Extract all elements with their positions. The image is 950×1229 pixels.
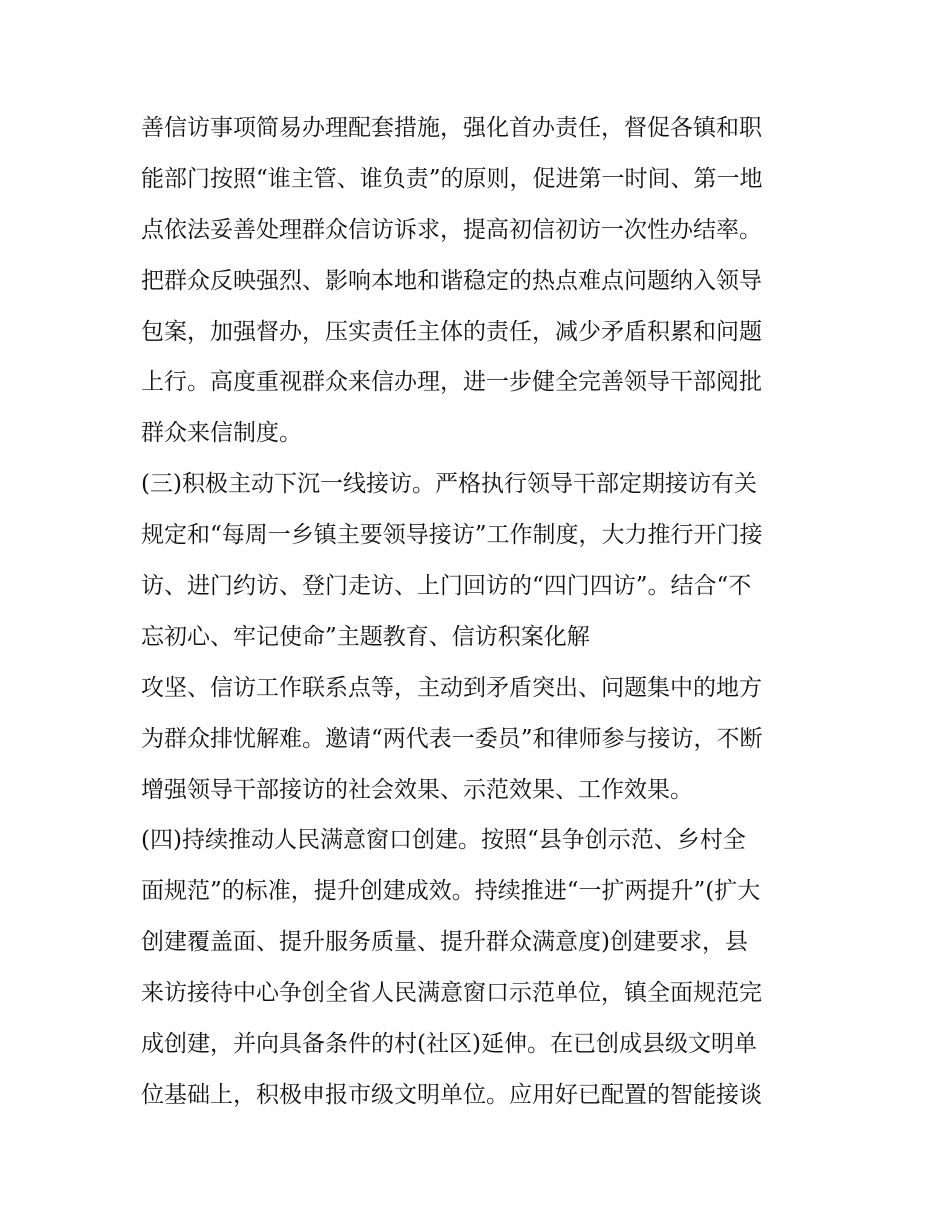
text-line: 攻坚、信访工作联系点等，主动到矛盾突出、问题集中的地方 <box>141 674 762 701</box>
text-line: 包案，加强督办，压实责任主体的责任，减少矛盾积累和问题 <box>141 318 762 345</box>
text-line: 能部门按照“谁主管、谁负责”的原则，促进第一时间、第一地 <box>141 165 763 192</box>
text-line: 位基础上，积极申报市级文明单位。应用好已配置的智能接谈 <box>141 1081 762 1108</box>
text-line: 成创建，并向具备条件的村(社区)延伸。在已创成县级文明单 <box>141 1031 757 1058</box>
section-heading-line: (四)持续推动人民满意窗口创建。按照“县争创示范、乡村全 <box>141 827 746 854</box>
text-line: 创建覆盖面、提升服务质量、提升群众满意度)创建要求，县 <box>141 929 748 956</box>
text-line: 规定和“每周一乡镇主要领导接访”工作制度，大力推行开门接 <box>141 522 763 549</box>
text-line: 把群众反映强烈、影响本地和谐稳定的热点难点问题纳入领导 <box>141 267 762 294</box>
text-line: 上行。高度重视群众来信办理，进一步健全完善领导干部阅批 <box>141 369 762 396</box>
text-line: 忘初心、牢记使命”主题教育、信访积案化解 <box>141 623 590 650</box>
text-line: 来访接待中心争创全省人民满意窗口示范单位，镇全面规范完 <box>141 980 762 1007</box>
text-line: 善信访事项简易办理配套措施，强化首办责任，督促各镇和职 <box>141 115 762 141</box>
body-text <box>141 103 821 1121</box>
text-line: 为群众排忧解难。邀请“两代表一委员”和律师参与接访，不断 <box>141 725 763 752</box>
text-line: 访、进门约访、登门走访、上门回访的“四门四访”。结合“不 <box>141 573 752 600</box>
text-line: 点依法妥善处理群众信访诉求，提高初信初访一次性办结率。 <box>141 216 762 243</box>
text-line: 增强领导干部接访的社会效果、示范效果、工作效果。 <box>141 776 693 803</box>
text-line: 面规范”的标准，提升创建成效。持续推进“一扩两提升”(扩大 <box>141 878 761 905</box>
section-heading-line: (三)积极主动下沉一线接访。严格执行领导干部定期接访有关 <box>141 471 757 498</box>
text-line: 群众来信制度。 <box>141 420 302 447</box>
